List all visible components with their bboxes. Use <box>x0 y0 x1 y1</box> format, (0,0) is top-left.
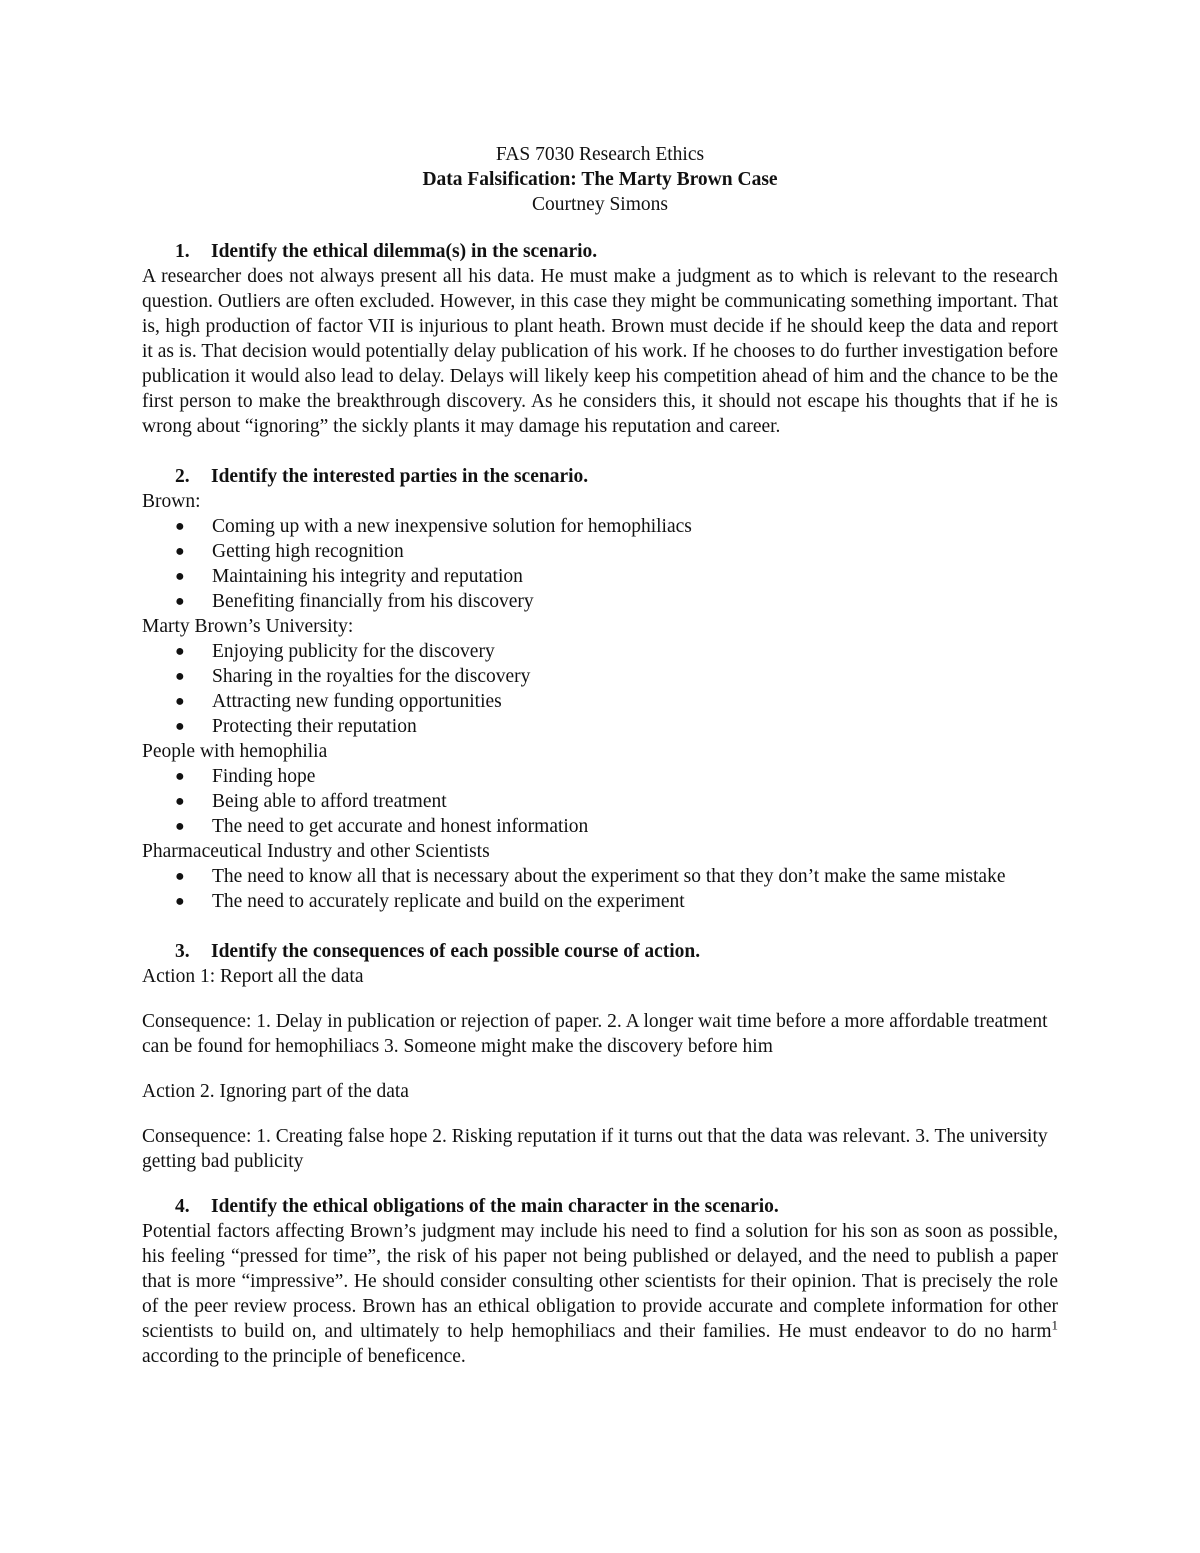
list-item: ● Maintaining his integrity and reputation <box>175 566 523 587</box>
q3-number: 3. <box>175 941 190 962</box>
list-item: ● Getting high recognition <box>175 541 404 562</box>
party-label: Marty Brown’s University: <box>142 616 354 637</box>
bullet-icon: ● <box>175 768 185 785</box>
q1-body: A researcher does not always present all his data. He must make a judgment as to which is relevant to the research question. Outliers are often excluded. However, in this case they might be communicating something important. That is, high production of factor VII is injurious to plant heath. Brown must decide if he should keep the data and report it as is. That decision would potentially delay publication of his work. If he chooses to do further investigation before publication it would also lead to delay. Delays will likely keep his competition ahead of him and the chance to be the first person to make the breakthrough discovery. As he considers this, it should not escape his thoughts that if he is wrong about “ignoring” the sickly plants it may damage his reputation and career. <box>142 266 1058 437</box>
bullet-icon: ● <box>175 693 185 710</box>
bullet-icon: ● <box>175 893 185 910</box>
document-header <box>142 142 1058 217</box>
party-label: People with hemophilia <box>142 741 328 762</box>
spacer <box>142 989 1058 1009</box>
q1-heading-text: Identify the ethical dilemma(s) in the scenario. <box>211 241 598 262</box>
party-interests-list <box>142 639 1058 739</box>
action-1: Action 1: Report all the data <box>142 966 364 987</box>
bullet-icon: ● <box>175 718 185 735</box>
consequence-2: Consequence: 1. Creating false hope 2. Risking reputation if it turns out that the data was relevant. 3. The university getting bad publicity <box>142 1126 1048 1172</box>
author-name: Courtney Simons <box>532 194 668 215</box>
spacer <box>142 1059 1058 1079</box>
spacer <box>142 1104 1058 1124</box>
bullet-icon: ● <box>175 593 185 610</box>
action-2: Action 2. Ignoring part of the data <box>142 1081 409 1102</box>
footnote-marker[interactable]: 1 <box>1051 1317 1058 1333</box>
section-q3 <box>142 939 1058 1174</box>
q4-body-text-end: according to the principle of beneficence. <box>142 1346 466 1367</box>
q4-body-text: Potential factors affecting Brown’s judgment may include his need to find a solution for his son as soon as possible, his feeling “pressed for time”, the risk of his paper not being published or delayed, and the need to publish a paper that is more “impressive”. He should consider consulting other scientists for their opinion. That is precisely the role of the peer review process. Brown has an ethical obligation to provide accurate and complete information for other scientists to build on, and ultimately to help hemophiliacs and their families. He must endeavor to do no harm <box>142 1221 1058 1342</box>
bullet-icon: ● <box>175 643 185 660</box>
list-item: ● Protecting their reputation <box>175 716 417 737</box>
q1-heading <box>142 239 1058 264</box>
section-q4 <box>142 1194 1058 1369</box>
q4-heading-text: Identify the ethical obligations of the main character in the scenario. <box>211 1196 779 1217</box>
spacer <box>142 1174 1058 1194</box>
party-interests-list <box>142 764 1058 839</box>
bullet-icon: ● <box>175 518 185 535</box>
party-label: Brown: <box>142 491 201 512</box>
bullet-icon: ● <box>175 818 185 835</box>
list-item: ● Enjoying publicity for the discovery <box>175 641 495 662</box>
consequence-1: Consequence: 1. Delay in publication or rejection of paper. 2. A longer wait time before a more affordable treatment can be found for hemophiliacs 3. Someone might make the discovery before him <box>142 1011 1048 1057</box>
q3-heading-text: Identify the consequences of each possible course of action. <box>211 941 701 962</box>
spacer <box>142 914 1058 939</box>
q3-heading <box>142 939 1058 964</box>
bullet-icon: ● <box>175 568 185 585</box>
bullet-icon: ● <box>175 868 185 885</box>
list-item: ● Attracting new funding opportunities <box>175 691 502 712</box>
list-item: ● Being able to afford treatment <box>175 791 447 812</box>
q4-heading <box>142 1194 1058 1219</box>
q2-number: 2. <box>175 466 190 487</box>
q1-number: 1. <box>175 241 190 262</box>
q2-heading <box>142 464 1058 489</box>
course-title: FAS 7030 Research Ethics <box>495 144 705 165</box>
section-q1 <box>142 239 1058 439</box>
list-item: ● Sharing in the royalties for the discovery <box>175 666 531 687</box>
q4-body <box>142 1219 1058 1369</box>
section-q2 <box>142 464 1058 914</box>
party-interests-list <box>142 514 1058 614</box>
list-item: ● Benefiting financially from his discovery <box>175 591 534 612</box>
party-interests-list <box>142 864 1058 914</box>
bullet-icon: ● <box>175 543 185 560</box>
list-item: ● The need to accurately replicate and build on the experiment <box>175 891 685 912</box>
list-item: ● Coming up with a new inexpensive solution for hemophiliacs <box>175 516 692 537</box>
list-item: ● Finding hope <box>175 766 316 787</box>
list-item: ● The need to know all that is necessary about the experiment so that they don’t make the same mistake <box>175 866 1006 887</box>
bullet-icon: ● <box>175 668 185 685</box>
document-title: Data Falsification: The Marty Brown Case <box>422 169 778 190</box>
spacer <box>142 439 1058 464</box>
q4-number: 4. <box>175 1196 190 1217</box>
q2-heading-text: Identify the interested parties in the scenario. <box>211 466 589 487</box>
party-label: Pharmaceutical Industry and other Scientists <box>142 841 490 862</box>
bullet-icon: ● <box>175 793 185 810</box>
spacer <box>142 217 1058 239</box>
list-item: ● The need to get accurate and honest information <box>175 816 589 837</box>
